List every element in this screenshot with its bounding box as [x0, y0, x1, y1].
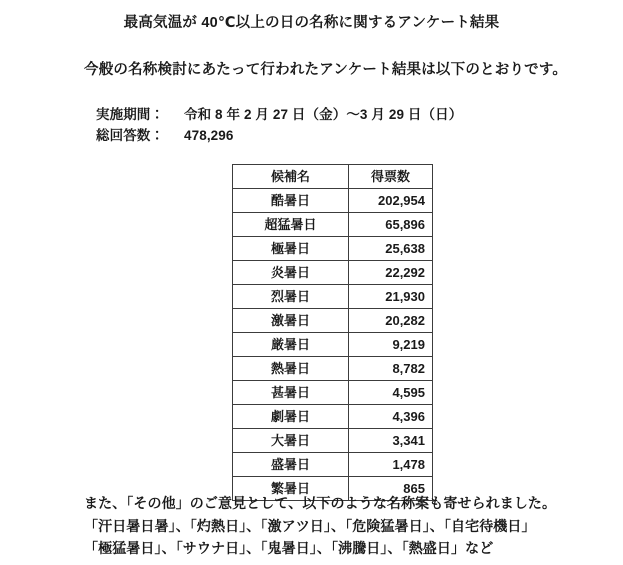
table-header: [233, 165, 433, 189]
candidate-name-cell: 激暑日: [233, 309, 349, 333]
survey-period-row: [96, 103, 462, 124]
table-row: [233, 429, 433, 453]
candidate-name-cell: 厳暑日: [233, 333, 349, 357]
candidate-name-cell: 超猛暑日: [233, 213, 349, 237]
vote-count-cell: 21,930: [349, 285, 433, 309]
other-opinions-list-line-2: 「極猛暑日」、「サウナ日」、「鬼暑日」、「沸騰日」、「熱盛日」など: [84, 540, 494, 556]
survey-period-label: 実施期間：: [96, 107, 164, 122]
candidate-name-cell: 熱暑日: [233, 357, 349, 381]
vote-count-cell: 65,896: [349, 213, 433, 237]
survey-period-value: 令和 8 年 2 月 27 日（金）～3 月 29 日（日）: [184, 107, 463, 122]
table-row: [233, 381, 433, 405]
table-row: [233, 333, 433, 357]
total-responses-label: 総回答数：: [96, 128, 164, 143]
survey-meta: [96, 103, 462, 145]
table-row: [233, 285, 433, 309]
table-row: [233, 237, 433, 261]
candidate-name-cell: 炎暑日: [233, 261, 349, 285]
vote-count-cell: 4,396: [349, 405, 433, 429]
table-row: [233, 405, 433, 429]
vote-count-cell: 865: [349, 477, 433, 501]
candidate-name-cell: 劇暑日: [233, 405, 349, 429]
candidate-name-cell: 烈暑日: [233, 285, 349, 309]
column-header-candidate: 候補名: [233, 165, 349, 189]
candidate-name-cell: 酷暑日: [233, 189, 349, 213]
other-opinions-intro: また、「その他」のご意見として、以下のような名称案も寄せられました。: [84, 495, 557, 511]
table-row: [233, 309, 433, 333]
vote-count-cell: 1,478: [349, 453, 433, 477]
vote-count-cell: 202,954: [349, 189, 433, 213]
candidate-name-cell: 大暑日: [233, 429, 349, 453]
candidate-name-cell: 極暑日: [233, 237, 349, 261]
candidate-name-cell: 盛暑日: [233, 453, 349, 477]
table-row: [233, 261, 433, 285]
vote-count-cell: 22,292: [349, 261, 433, 285]
candidate-name-cell: 繁暑日: [233, 477, 349, 501]
table-row: [233, 453, 433, 477]
vote-count-cell: 25,638: [349, 237, 433, 261]
other-opinions-list-line-1: 「汗日暑日暑」、「灼熱日」、「激アツ日」、「危険猛暑日」、「自宅待機日」: [84, 517, 536, 534]
vote-count-cell: 8,782: [349, 357, 433, 381]
candidate-name-cell: 甚暑日: [233, 381, 349, 405]
vote-count-cell: 3,341: [349, 429, 433, 453]
table-body: [233, 189, 433, 501]
intro-paragraph: 今般の名称検討にあたって行われたアンケート結果は以下のとおりです。: [84, 62, 568, 78]
vote-count-cell: 9,219: [349, 333, 433, 357]
vote-count-cell: 4,595: [349, 381, 433, 405]
table-row: [233, 213, 433, 237]
table-row: [233, 357, 433, 381]
total-responses-value: 478,296: [184, 128, 234, 143]
table-header-row: [233, 165, 433, 189]
vote-results-table: [232, 164, 433, 501]
column-header-votes: 得票数: [349, 165, 433, 189]
page-title: 最高気温が 40℃以上の日の名称に関するアンケート結果: [123, 15, 500, 31]
vote-count-cell: 20,282: [349, 309, 433, 333]
other-opinions-block: [84, 492, 556, 560]
total-responses-row: [96, 124, 462, 145]
table-row: [233, 189, 433, 213]
